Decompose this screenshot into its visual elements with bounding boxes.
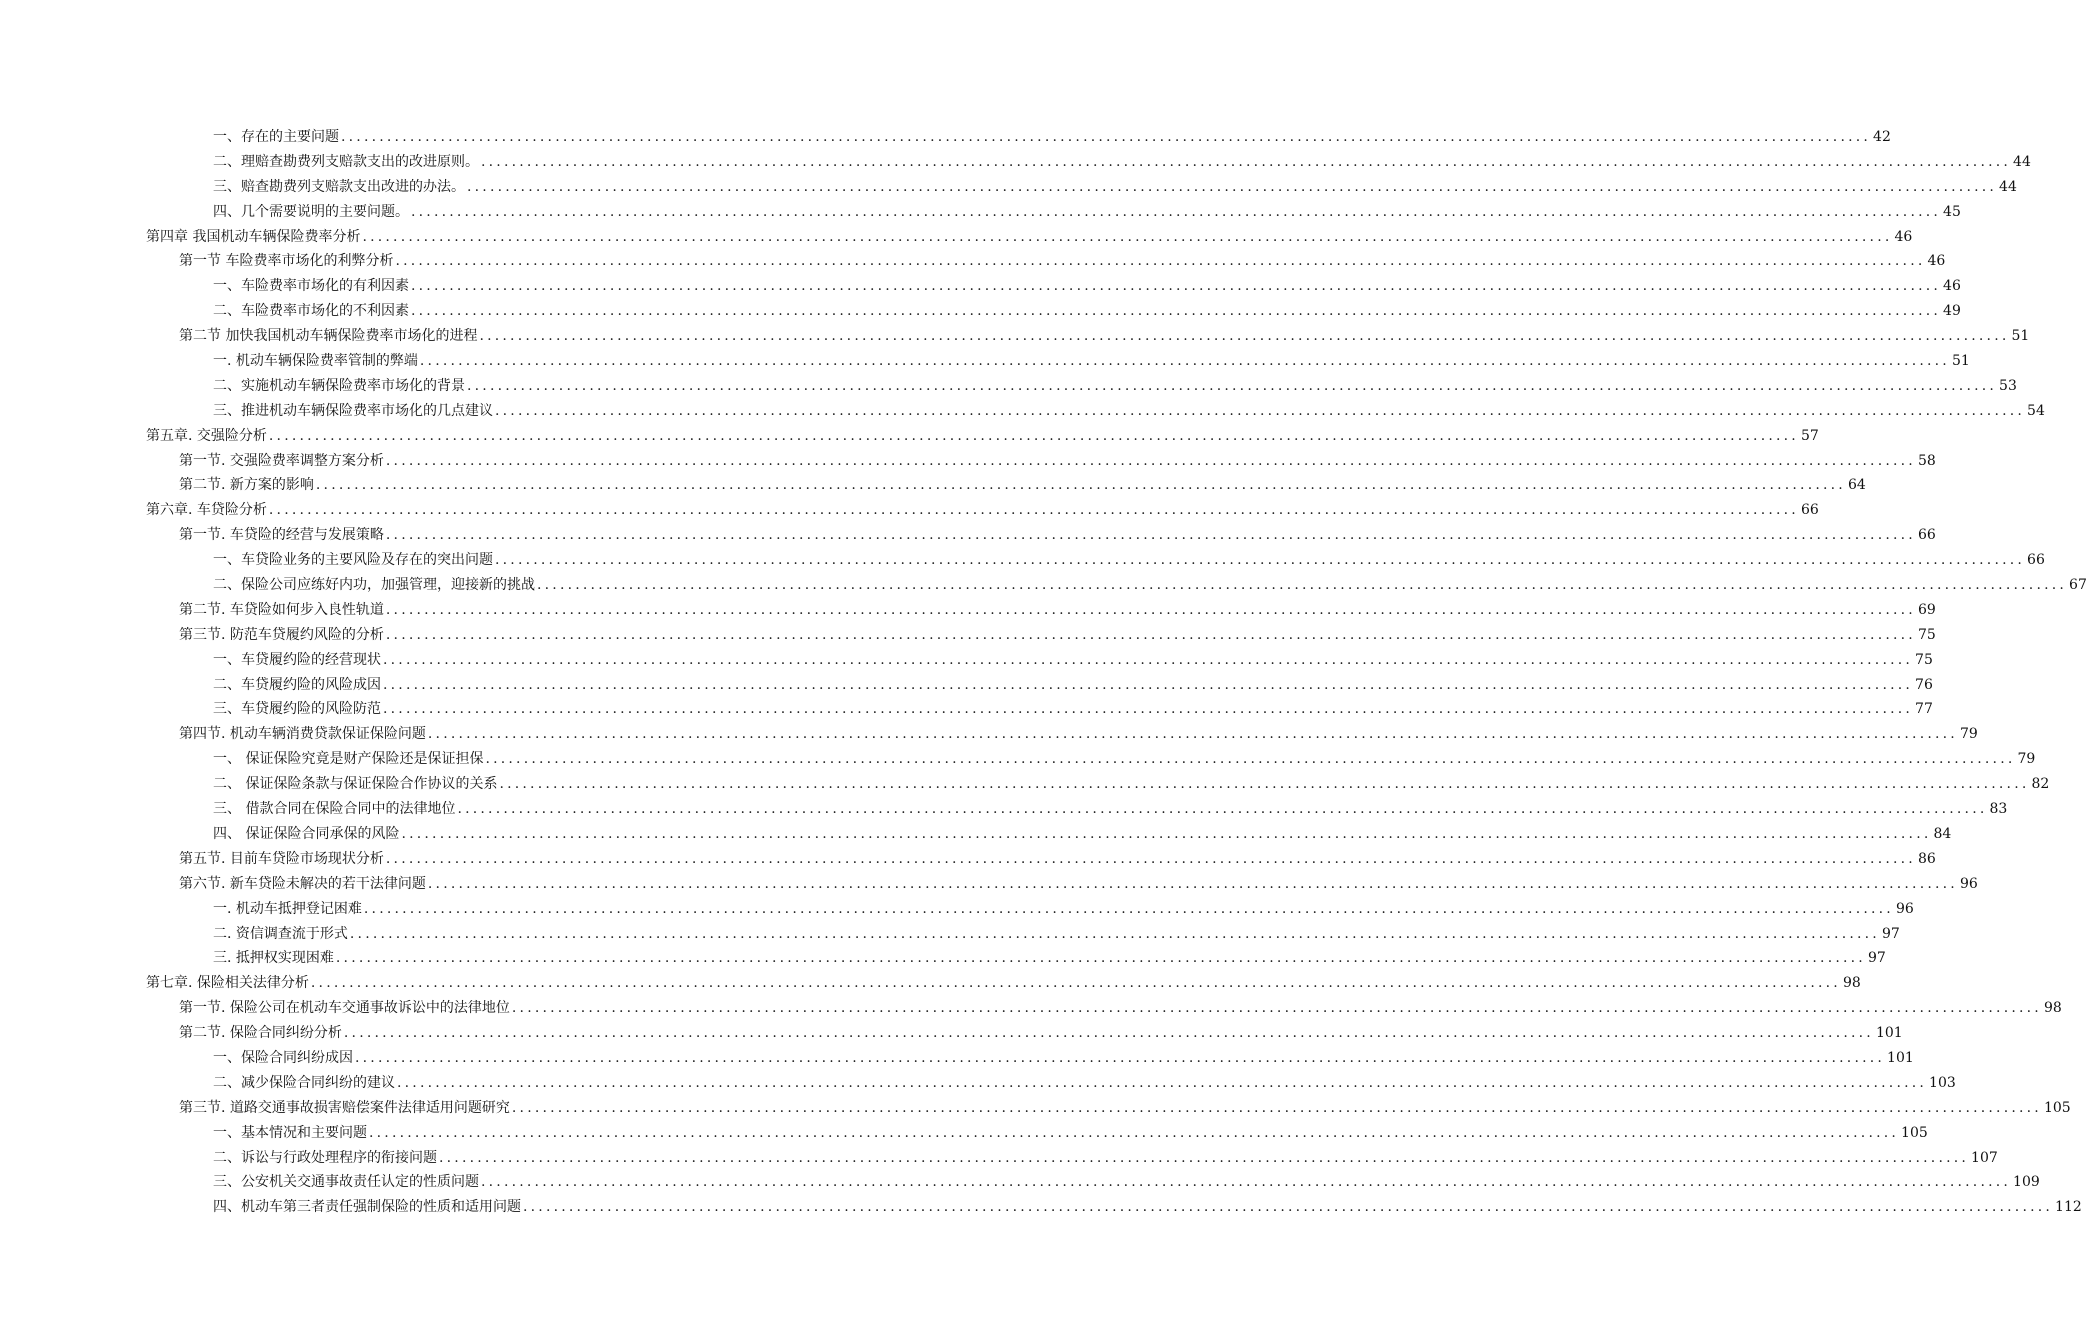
- toc-entry: [0, 598, 1936, 623]
- toc-dot-leader: ........................................................................................................................................................................................................: [397, 1074, 1928, 1091]
- toc-entry: [0, 847, 1936, 872]
- toc-entry-title: 一. 机动车辆保险费率管制的弊端: [213, 353, 418, 370]
- toc-page-number: 58: [1917, 452, 1936, 469]
- toc-dot-leader: ........................................................................................................................................................................................................: [355, 1049, 1886, 1066]
- toc-page-number: 51: [1951, 353, 1970, 370]
- toc-entry: [0, 822, 1952, 847]
- toc-dot-leader: ........................................................................................................................................................................................................: [362, 228, 1893, 245]
- toc-page-number: 97: [1881, 925, 1900, 942]
- toc-entry: [0, 648, 1933, 673]
- toc-dot-leader: ........................................................................................................................................................................................................: [481, 1174, 2012, 1191]
- toc-entry: [0, 299, 1961, 324]
- toc-entry: [0, 200, 1961, 225]
- toc-page-number: 67: [2069, 577, 2087, 594]
- toc-entry: [0, 473, 1866, 498]
- toc-entry-title: 三、 借款合同在保险合同中的法律地位: [213, 801, 456, 818]
- toc-dot-leader: ........................................................................................................................................................................................................: [419, 353, 1950, 370]
- toc-entry-title: 第二节. 新方案的影响: [179, 477, 314, 494]
- toc-dot-leader: ........................................................................................................................................................................................................: [385, 452, 1916, 469]
- toc-dot-leader: ........................................................................................................................................................................................................: [537, 577, 2068, 594]
- toc-page-number: 83: [1989, 801, 2008, 818]
- toc-dot-leader: ........................................................................................................................................................................................................: [499, 776, 2030, 793]
- toc-dot-leader: ........................................................................................................................................................................................................: [385, 601, 1916, 618]
- toc-entry: [0, 498, 1819, 523]
- toc-entry-title: 三、公安机关交通事故责任认定的性质问题: [213, 1174, 479, 1191]
- toc-entry: [0, 324, 2030, 349]
- toc-entry-title: 第四章 我国机动车辆保险费率分析: [146, 228, 361, 245]
- toc-dot-leader: ........................................................................................................................................................................................................: [383, 676, 1914, 693]
- toc-dot-leader: ........................................................................................................................................................................................................: [427, 875, 1958, 892]
- toc-entry: [0, 747, 2036, 772]
- toc-entry: [0, 548, 2045, 573]
- toc-dot-leader: ........................................................................................................................................................................................................: [411, 203, 1942, 220]
- toc-entry-title: 二、诉讼与行政处理程序的衔接问题: [213, 1149, 437, 1166]
- toc-entry: [0, 697, 1933, 722]
- toc-entry-title: 第五章. 交强险分析: [146, 427, 267, 444]
- toc-page-number: 86: [1917, 850, 1936, 867]
- toc-entry-title: 二、 保证保险条款与保证保险合作协议的关系: [213, 776, 498, 793]
- toc-entry-title: 第三节. 道路交通事故损害赔偿案件法律适用问题研究: [179, 1099, 510, 1116]
- toc-entry-title: 三、赔查勘费列支赔款支出改进的办法。: [213, 178, 465, 195]
- toc-page-number: 96: [1895, 900, 1914, 917]
- toc-entry: [0, 797, 2008, 822]
- toc-page-number: 76: [1915, 676, 1933, 693]
- toc-entry-title: 一、车险费率市场化的有利因素: [213, 278, 409, 295]
- toc-page-number: 69: [1917, 601, 1936, 618]
- toc-dot-leader: ........................................................................................................................................................................................................: [315, 477, 1846, 494]
- toc-entry-title: 四、 保证保险合同承保的风险: [213, 825, 400, 842]
- toc-entry: [0, 996, 2062, 1021]
- toc-entry-title: 第六节. 新车贷险未解决的若干法律问题: [179, 875, 426, 892]
- toc-dot-leader: ........................................................................................................................................................................................................: [411, 303, 1942, 320]
- toc-entry: [0, 374, 2017, 399]
- toc-entry: [0, 175, 2017, 200]
- toc-entry-title: 一、车贷险业务的主要风险及存在的突出问题: [213, 552, 493, 569]
- toc-dot-leader: ........................................................................................................................................................................................................: [369, 1124, 1900, 1141]
- toc-page-number: 51: [2011, 328, 2030, 345]
- toc-entry: [0, 673, 1933, 698]
- toc-dot-leader: ........................................................................................................................................................................................................: [427, 726, 1958, 743]
- toc-page-number: 98: [1842, 975, 1861, 992]
- toc-dot-leader: ........................................................................................................................................................................................................: [401, 825, 1932, 842]
- toc-page-number: 46: [1943, 278, 1961, 295]
- toc-dot-leader: ........................................................................................................................................................................................................: [457, 801, 1988, 818]
- toc-page-number: 45: [1943, 203, 1961, 220]
- toc-entry: [0, 125, 1891, 150]
- toc-entry-title: 一、保险合同纠纷成因: [213, 1049, 353, 1066]
- toc-entry: [0, 1170, 2040, 1195]
- toc-dot-leader: ........................................................................................................................................................................................................: [481, 153, 2012, 170]
- toc-dot-leader: ........................................................................................................................................................................................................: [268, 502, 1799, 519]
- toc-entry-title: 第三节. 防范车贷履约风险的分析: [179, 626, 384, 643]
- toc-page-number: 82: [2031, 776, 2050, 793]
- toc-entry: [0, 1021, 1903, 1046]
- toc-page-number: 79: [1959, 726, 1978, 743]
- toc-page-number: 46: [1894, 228, 1913, 245]
- toc-dot-leader: ........................................................................................................................................................................................................: [479, 328, 2010, 345]
- toc-entry-title: 第二节. 保险合同纠纷分析: [179, 1025, 342, 1042]
- toc-entry-title: 二、保险公司应练好内功，加强管理，迎接新的挑战: [213, 577, 535, 594]
- toc-entry-title: 三、推进机动车辆保险费率市场化的几点建议: [213, 402, 493, 419]
- toc-entry: [0, 1146, 1998, 1171]
- toc-entry-title: 四、机动车第三者责任强制保险的性质和适用问题: [213, 1199, 521, 1216]
- toc-entry: [0, 249, 1946, 274]
- toc-dot-leader: ........................................................................................................................................................................................................: [385, 626, 1916, 643]
- toc-page-number: 101: [1887, 1049, 1914, 1066]
- toc-entry: [0, 523, 1936, 548]
- toc-dot-leader: ........................................................................................................................................................................................................: [523, 1199, 2054, 1216]
- toc-dot-leader: ........................................................................................................................................................................................................: [495, 402, 2026, 419]
- toc-page-number: 44: [1999, 178, 2017, 195]
- toc-page-number: 49: [1943, 303, 1961, 320]
- toc-dot-leader: ........................................................................................................................................................................................................: [310, 975, 1841, 992]
- toc-page-number: 66: [1917, 527, 1936, 544]
- toc-dot-leader: ........................................................................................................................................................................................................: [268, 427, 1799, 444]
- toc-dot-leader: ........................................................................................................................................................................................................: [341, 129, 1872, 145]
- toc-page-number: 66: [1800, 502, 1819, 519]
- toc-page-number: 77: [1915, 701, 1933, 718]
- toc-entry: [0, 274, 1961, 299]
- toc-entry: [0, 623, 1936, 648]
- toc-entry: [0, 922, 1900, 947]
- toc-entry: [0, 1046, 1914, 1071]
- toc-page-number: 46: [1927, 253, 1946, 270]
- toc-page-number: 105: [2043, 1099, 2071, 1116]
- toc-page-number: 57: [1800, 427, 1819, 444]
- toc-page-number: 109: [2013, 1174, 2040, 1191]
- toc-dot-leader: ........................................................................................................................................................................................................: [383, 651, 1914, 668]
- toc-dot-leader: ........................................................................................................................................................................................................: [363, 900, 1894, 917]
- toc-page-number: 42: [1873, 129, 1891, 145]
- toc-dot-leader: ........................................................................................................................................................................................................: [385, 850, 1916, 867]
- toc-dot-leader: ........................................................................................................................................................................................................: [383, 701, 1914, 718]
- toc-entry: [0, 971, 1861, 996]
- toc-entry-title: 第四节. 机动车辆消费贷款保证保险问题: [179, 726, 426, 743]
- toc-dot-leader: ........................................................................................................................................................................................................: [343, 1025, 1874, 1042]
- toc-entry: [0, 722, 1978, 747]
- toc-entry-title: 二、实施机动车辆保险费率市场化的背景: [213, 377, 465, 394]
- toc-entry: [0, 872, 1978, 897]
- toc-entry: [0, 897, 1914, 922]
- toc-dot-leader: ........................................................................................................................................................................................................: [511, 1099, 2042, 1116]
- toc-entry-title: 第五节. 目前车贷险市场现状分析: [179, 850, 384, 867]
- toc-page-number: 96: [1959, 875, 1978, 892]
- toc-entry-title: 第一节. 保险公司在机动车交通事故诉讼中的法律地位: [179, 1000, 510, 1017]
- toc-dot-leader: ........................................................................................................................................................................................................: [439, 1149, 1970, 1166]
- toc-dot-leader: ........................................................................................................................................................................................................: [349, 925, 1880, 942]
- toc-entry-title: 第一节 车险费率市场化的利弊分析: [179, 253, 394, 270]
- toc-page-number: 107: [1971, 1149, 1998, 1166]
- toc-entry: [0, 772, 2050, 797]
- toc-entry-title: 四、几个需要说明的主要问题。: [213, 203, 409, 220]
- toc-entry: [0, 1195, 2082, 1220]
- toc-page-number: 103: [1929, 1074, 1956, 1091]
- toc-entry-title: 二、车险费率市场化的不利因素: [213, 303, 409, 320]
- toc-page-number: 112: [2055, 1199, 2082, 1216]
- toc-entry-title: 第七章. 保险相关法律分析: [146, 975, 309, 992]
- toc-entry-title: 二、减少保险合同纠纷的建议: [213, 1074, 395, 1091]
- toc-dot-leader: ........................................................................................................................................................................................................: [385, 527, 1916, 544]
- toc-entry: [0, 150, 2031, 175]
- table-of-contents: [0, 125, 2087, 1220]
- toc-entry-title: 第二节. 车贷险如何步入良性轨道: [179, 601, 384, 618]
- toc-page-number: 75: [1917, 626, 1936, 643]
- toc-entry: [0, 424, 1819, 449]
- toc-page-number: 105: [1901, 1124, 1928, 1141]
- toc-entry-title: 二. 资信调查流于形式: [213, 925, 348, 942]
- toc-dot-leader: ........................................................................................................................................................................................................: [411, 278, 1942, 295]
- toc-entry-title: 一、存在的主要问题: [213, 129, 339, 145]
- toc-entry-title: 三、车贷履约险的风险防范: [213, 701, 381, 718]
- toc-entry-title: 三. 抵押权实现困难: [213, 950, 334, 967]
- toc-dot-leader: ........................................................................................................................................................................................................: [395, 253, 1926, 270]
- toc-entry: [0, 1071, 1956, 1096]
- toc-entry: [0, 1121, 1928, 1146]
- toc-dot-leader: ........................................................................................................................................................................................................: [485, 751, 2016, 768]
- toc-page-number: 64: [1847, 477, 1866, 494]
- toc-entry-title: 第一节. 交强险费率调整方案分析: [179, 452, 384, 469]
- toc-dot-leader: ........................................................................................................................................................................................................: [495, 552, 2026, 569]
- toc-entry-title: 二、车贷履约险的风险成因: [213, 676, 381, 693]
- toc-page-number: 79: [2017, 751, 2036, 768]
- toc-dot-leader: ........................................................................................................................................................................................................: [467, 178, 1998, 195]
- toc-page-number: 97: [1867, 950, 1886, 967]
- toc-entry: [0, 349, 1970, 374]
- toc-entry: [0, 399, 2045, 424]
- toc-entry-title: 一、车贷履约险的经营现状: [213, 651, 381, 668]
- toc-page-number: 101: [1875, 1025, 1903, 1042]
- toc-entry-title: 一、基本情况和主要问题: [213, 1124, 367, 1141]
- toc-page-number: 98: [2043, 1000, 2062, 1017]
- toc-dot-leader: ........................................................................................................................................................................................................: [467, 377, 1998, 394]
- toc-entry: [0, 946, 1886, 971]
- toc-dot-leader: ........................................................................................................................................................................................................: [335, 950, 1866, 967]
- toc-entry-title: 二、理赔查勘费列支赔款支出的改进原则。: [213, 153, 479, 170]
- toc-entry-title: 第六章. 车贷险分析: [146, 502, 267, 519]
- toc-page-number: 53: [1999, 377, 2017, 394]
- toc-page-number: 66: [2027, 552, 2045, 569]
- toc-entry-title: 一. 机动车抵押登记困难: [213, 900, 362, 917]
- toc-entry-title: 第一节. 车贷险的经营与发展策略: [179, 527, 384, 544]
- toc-entry-title: 第二节 加快我国机动车辆保险费率市场化的进程: [179, 328, 478, 345]
- toc-entry-title: 一、 保证保险究竟是财产保险还是保证担保: [213, 751, 484, 768]
- toc-page-number: 84: [1933, 825, 1952, 842]
- toc-page-number: 54: [2027, 402, 2045, 419]
- toc-entry: [0, 1096, 2071, 1121]
- toc-page-number: 44: [2013, 153, 2031, 170]
- toc-dot-leader: ........................................................................................................................................................................................................: [511, 1000, 2042, 1017]
- toc-entry: [0, 449, 1936, 474]
- toc-page-number: 75: [1915, 651, 1933, 668]
- toc-entry: [0, 225, 1913, 250]
- toc-entry: [0, 573, 2087, 598]
